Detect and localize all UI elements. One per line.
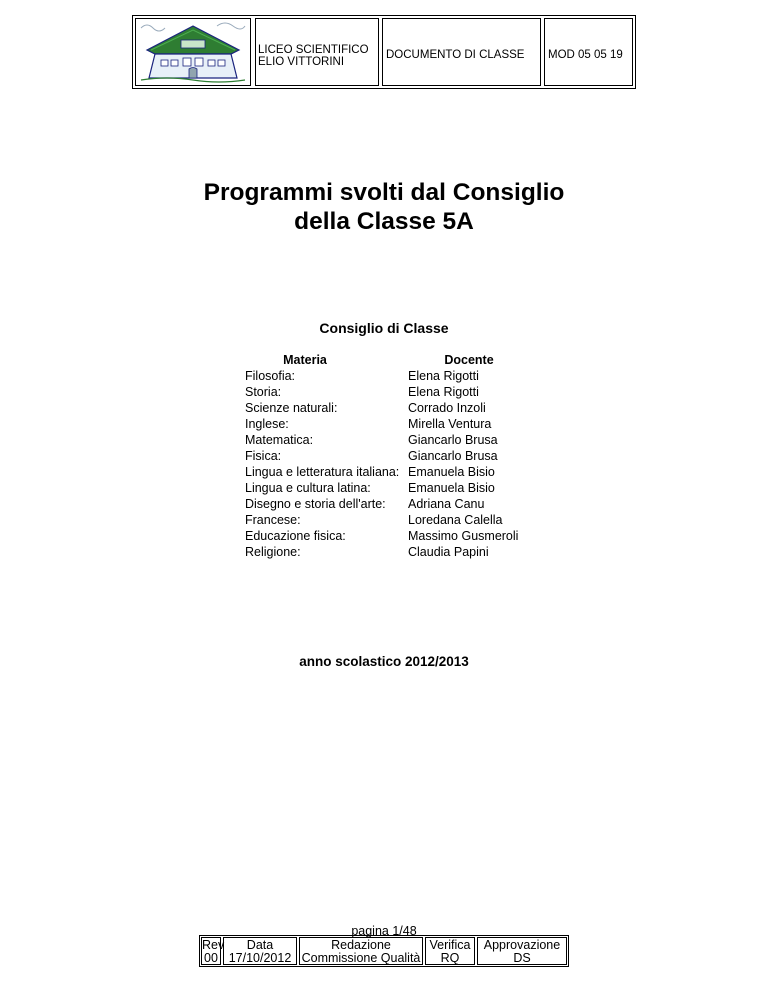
school-building-logo xyxy=(137,20,249,84)
footer-verifica-value: RQ xyxy=(440,951,460,965)
table-row xyxy=(245,384,530,400)
footer-date-cell xyxy=(223,937,297,965)
teacher-cell: Elena Rigotti xyxy=(408,385,479,399)
footer-approvazione-label: Approvazione xyxy=(483,938,561,952)
module-code-cell xyxy=(544,18,633,86)
header-table xyxy=(132,15,636,89)
subject-cell: Matematica: xyxy=(245,433,314,447)
school-name-line2: ELIO VITTORINI xyxy=(258,56,345,68)
teacher-cell: Mirella Ventura xyxy=(408,417,492,431)
footer-redazione-cell xyxy=(299,937,423,965)
footer-date-label: Data xyxy=(246,938,274,952)
table-row xyxy=(245,512,530,528)
teacher-cell: Massimo Gusmeroli xyxy=(408,529,519,543)
table-row xyxy=(245,480,530,496)
table-row xyxy=(245,368,530,384)
footer-date-value: 17/10/2012 xyxy=(228,951,292,965)
table-row xyxy=(245,416,530,432)
footer-rev-label: Rev xyxy=(202,938,225,952)
teacher-cell: Adriana Canu xyxy=(408,497,485,511)
footer-redazione-value: Commissione Qualità xyxy=(301,951,421,965)
table-row xyxy=(245,448,530,464)
subject-cell: Disegno e storia dell'arte: xyxy=(245,497,386,511)
footer-approvazione-cell xyxy=(477,937,567,965)
subject-cell: Storia: xyxy=(245,385,282,399)
footer-verifica-cell xyxy=(425,937,475,965)
column-header-subject: Materia xyxy=(283,353,327,367)
subject-cell: Lingua e letteratura italiana: xyxy=(245,465,400,479)
teacher-cell: Giancarlo Brusa xyxy=(408,449,498,463)
teacher-cell: Giancarlo Brusa xyxy=(408,433,498,447)
page-title xyxy=(0,178,768,236)
footer-table xyxy=(199,935,569,967)
module-code: MOD 05 05 19 xyxy=(548,49,623,61)
school-year: anno scolastico 2012/2013 xyxy=(299,654,469,669)
document-type: DOCUMENTO DI CLASSE xyxy=(386,49,525,61)
subject-cell: Educazione fisica: xyxy=(245,529,346,543)
school-logo-cell xyxy=(135,18,251,86)
teacher-cell: Emanuela Bisio xyxy=(408,481,495,495)
subject-cell: Religione: xyxy=(245,545,301,559)
subject-cell: Inglese: xyxy=(245,417,289,431)
council-table-header xyxy=(245,352,530,368)
table-row xyxy=(245,496,530,512)
page-number: pagina 1/48 xyxy=(351,924,417,938)
subject-cell: Fisica: xyxy=(245,449,282,463)
table-row xyxy=(245,432,530,448)
subject-cell: Scienze naturali: xyxy=(245,401,338,415)
footer-redazione-label: Redazione xyxy=(331,938,391,952)
document-type-cell xyxy=(382,18,541,86)
table-row xyxy=(245,464,530,480)
school-name-cell xyxy=(255,18,379,86)
teacher-cell: Loredana Calella xyxy=(408,513,503,527)
teacher-cell: Claudia Papini xyxy=(408,545,489,559)
teacher-cell: Corrado Inzoli xyxy=(408,401,486,415)
footer-rev-value: 00 xyxy=(204,951,218,965)
footer-rev-cell xyxy=(201,937,225,965)
table-row xyxy=(245,400,530,416)
subject-cell: Filosofia: xyxy=(245,369,296,383)
title-line1: Programmi svolti dal Consiglio xyxy=(203,179,565,206)
teacher-cell: Elena Rigotti xyxy=(408,369,479,383)
table-row xyxy=(245,528,530,544)
council-heading: Consiglio di Classe xyxy=(319,320,449,336)
table-row xyxy=(245,544,530,560)
council-table xyxy=(245,352,530,560)
subject-cell: Francese: xyxy=(245,513,301,527)
column-header-teacher: Docente xyxy=(444,353,494,367)
teacher-cell: Emanuela Bisio xyxy=(408,465,495,479)
school-name-line1: LICEO SCIENTIFICO xyxy=(258,44,369,56)
footer-approvazione-value: DS xyxy=(513,951,531,965)
title-line2: della Classe 5A xyxy=(294,208,474,235)
footer-verifica-label: Verifica xyxy=(429,938,471,952)
subject-cell: Lingua e cultura latina: xyxy=(245,481,371,495)
